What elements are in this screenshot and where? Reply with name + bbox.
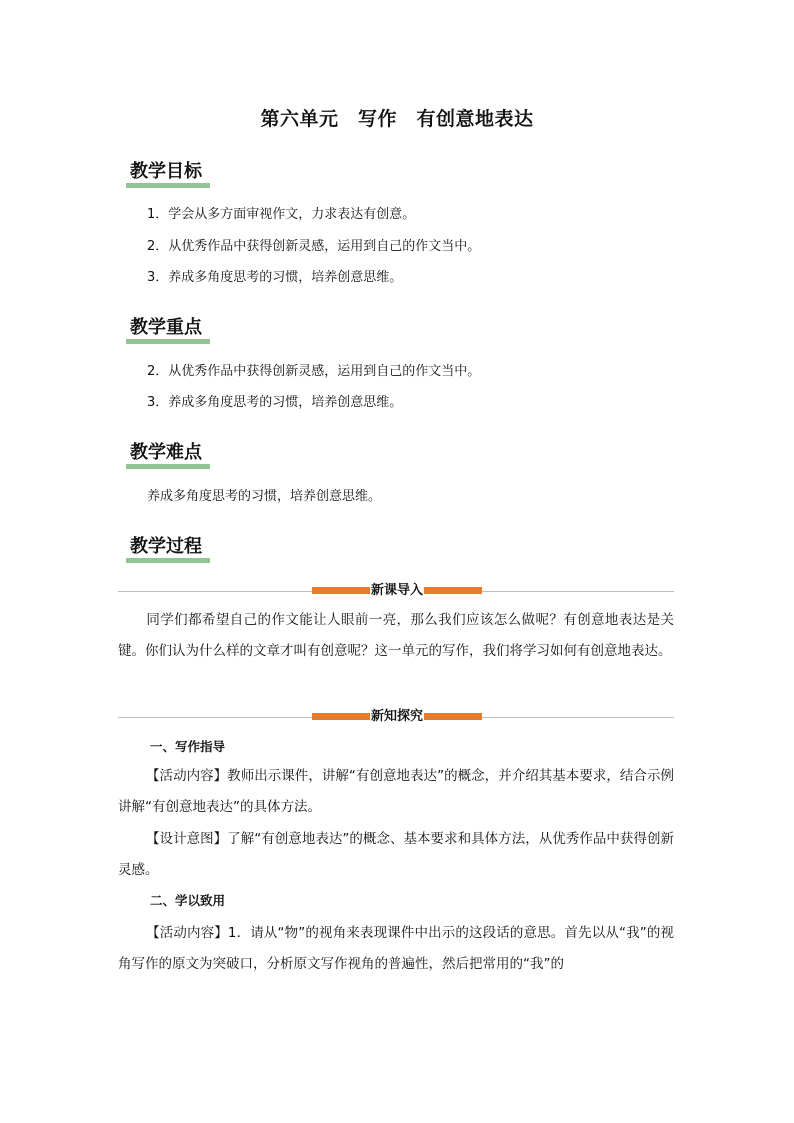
- section-divider-intro: [118, 584, 674, 598]
- part1-heading: 一、写作指导: [150, 739, 226, 754]
- difficulty-text: 养成多角度思考的习惯，培养创意思维。: [147, 489, 382, 504]
- intro-paragraph: 同学们都希望自己的作文能让人眼前一亮，那么我们应该怎么做呢？有创意地表达是关键。你们认为什么样的文章才叫有创意呢？这一单元的写作，我们将学习如何有创意地表达。: [118, 612, 674, 659]
- objective-item: 3．养成多角度思考的习惯，培养创意思维。: [147, 270, 403, 285]
- divider-bar-left: [312, 713, 370, 720]
- section-heading-process: 教学过程: [126, 535, 208, 563]
- key-point-item: 3．养成多角度思考的习惯，培养创意思维。: [147, 395, 403, 410]
- section-heading-difficulties: 教学难点: [126, 441, 208, 469]
- divider-bar-right: [424, 713, 482, 720]
- section-divider-explore: [118, 710, 674, 724]
- objective-item: 1．学会从多方面审视作文，力求表达有创意。: [147, 207, 416, 222]
- section-heading-objectives: 教学目标: [126, 160, 208, 188]
- heading-underline: [126, 183, 210, 188]
- divider-bar-right: [424, 587, 482, 594]
- key-point-item: 2．从优秀作品中获得创新灵感，运用到自己的作文当中。: [147, 364, 481, 379]
- document-title: 第六单元 写作 有创意地表达: [260, 108, 534, 130]
- part2-heading: 二、学以致用: [150, 893, 226, 908]
- part2-activity-paragraph: 【活动内容】1．请从“物”的视角来表现课件中出示的这段话的意思。首先以从“我”的视角写作的原文为突破口，分析原文写作视角的普遍性，然后把常用的“我”的: [118, 925, 674, 972]
- divider-label: 新知探究: [370, 707, 424, 727]
- objective-item: 2．从优秀作品中获得创新灵感，运用到自己的作文当中。: [147, 239, 481, 254]
- heading-underline: [126, 464, 210, 469]
- part1-design-paragraph: 【设计意图】了解“有创意地表达”的概念、基本要求和具体方法，从优秀作品中获得创新灵感。: [118, 831, 674, 878]
- divider-label: 新课导入: [370, 581, 424, 601]
- section-heading-key-points: 教学重点: [126, 316, 208, 344]
- heading-underline: [126, 558, 210, 563]
- heading-underline: [126, 339, 210, 344]
- divider-bar-left: [312, 587, 370, 594]
- part1-activity-paragraph: 【活动内容】教师出示课件，讲解“有创意地表达”的概念，并介绍其基本要求，结合示例讲解“有创意地表达”的具体方法。: [118, 768, 674, 815]
